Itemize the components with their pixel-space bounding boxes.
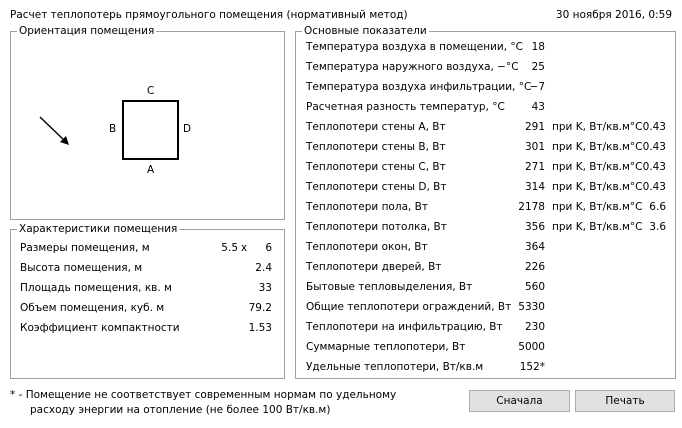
row-value: 271 [524,161,545,173]
side-label-b: B [109,123,117,135]
row-label: Размеры помещения, м [20,242,150,254]
row-label: Теплопотери стены D, Вт [306,181,447,193]
row-value: 364 [524,241,545,253]
k-value: 0.43 [642,161,666,173]
indicator-row [296,179,675,195]
characteristics-row [11,300,284,316]
characteristics-row [11,280,284,296]
row-label: Теплопотери пола, Вт [306,201,428,213]
row-label: Удельные теплопотери, Вт/кв.м [306,361,484,373]
row-value: 18 [531,41,545,53]
k-value: 6.6 [649,201,666,213]
row-label: Температура наружного воздуха, −°C [306,61,519,73]
indicator-row [296,299,675,315]
row-value: 2178 [518,201,545,213]
row-label: Теплопотери окон, Вт [306,241,428,253]
k-value: 0.43 [642,141,666,153]
wind-direction-arrow-icon [36,112,76,152]
row-value: 301 [524,141,545,153]
row-label: Общие теплопотери ограждений, Вт [306,301,512,313]
side-label-d: D [183,123,192,135]
reset-button[interactable]: Сначала [469,390,570,412]
indicator-row [296,159,675,175]
row-label: Теплопотери на инфильтрацию, Вт [306,321,503,333]
row-label: Бытовые тепловыделения, Вт [306,281,473,293]
row-value: 152* [519,361,545,373]
k-value: 3.6 [649,221,666,233]
indicator-row [296,39,675,55]
dimension-separator: x [241,242,248,254]
indicator-row [296,139,675,155]
characteristics-row [11,240,284,256]
row-value: 230 [524,321,545,333]
row-label: Теплопотери стены C, Вт [306,161,446,173]
room-plan-rectangle [122,100,179,160]
row-value: 79.2 [248,302,272,314]
k-value: 0.43 [642,121,666,133]
k-label: при K, Вт/кв.м°C [552,221,643,233]
side-label-a: A [147,164,155,176]
characteristics-row [11,260,284,276]
row-value: 2.4 [255,262,272,274]
indicator-row [296,79,675,95]
indicator-row [296,119,675,135]
k-label: при K, Вт/кв.м°C [552,161,643,173]
footnote-line-1: * - Помещение не соответствует современным нормам по удельному [10,389,397,401]
footnote-line-2: расходу энергии на отопление (не более 100 Вт/кв.м) [30,404,331,416]
row-label: Суммарные теплопотери, Вт [306,341,466,353]
row-value: 33 [258,282,272,294]
row-value: 25 [531,61,545,73]
row-value: 1.53 [248,322,272,334]
row-label: Теплопотери потолка, Вт [306,221,447,233]
row-value: 560 [524,281,545,293]
side-label-c: C [147,85,155,97]
k-label: при K, Вт/кв.м°C [552,201,643,213]
indicator-row [296,59,675,75]
characteristics-title: Характеристики помещения [19,223,178,235]
k-label: при K, Вт/кв.м°C [552,181,643,193]
window-title: Расчет теплопотерь прямоугольного помещения (нормативный метод) [10,9,408,21]
row-label: Объем помещения, куб. м [20,302,165,314]
row-value: 356 [524,221,545,233]
row-label: Высота помещения, м [20,262,143,274]
row-label: Температура воздуха в помещении, °C [306,41,523,53]
characteristics-row [11,320,284,336]
indicator-row [296,99,675,115]
print-button[interactable]: Печать [575,390,675,412]
indicators-title: Основные показатели [304,25,427,37]
orientation-title: Ориентация помещения [19,25,155,37]
row-label: Температура воздуха инфильтрации, °C [306,81,532,93]
row-label: Площадь помещения, кв. м [20,282,172,294]
indicator-row [296,339,675,355]
indicator-row [296,319,675,335]
row-value: 314 [524,181,545,193]
datetime-label: 30 ноября 2016, 0:59 [555,9,672,21]
k-value: 0.43 [642,181,666,193]
indicator-row [296,219,675,235]
row-label: Расчетная разность температур, °C [306,101,505,113]
row-label: Теплопотери стены A, Вт [306,121,446,133]
room-length-value: 5.5 [221,242,238,254]
row-value: 5330 [518,301,545,313]
indicator-row [296,239,675,255]
row-value: 291 [524,121,545,133]
row-label: Теплопотери дверей, Вт [306,261,442,273]
row-label: Теплопотери стены B, Вт [306,141,446,153]
characteristics-group [10,223,285,379]
indicator-row [296,359,675,375]
k-label: при K, Вт/кв.м°C [552,141,643,153]
indicators-group [295,25,676,379]
row-value: 226 [524,261,545,273]
indicator-row [296,279,675,295]
k-label: при K, Вт/кв.м°C [552,121,643,133]
indicator-row [296,199,675,215]
row-value: 5000 [518,341,545,353]
orientation-group [10,25,285,220]
row-label: Коэффициент компактности [20,322,180,334]
row-value: 43 [531,101,545,113]
indicator-row [296,259,675,275]
room-width-value: 6 [265,242,272,254]
row-value: −7 [529,81,545,93]
